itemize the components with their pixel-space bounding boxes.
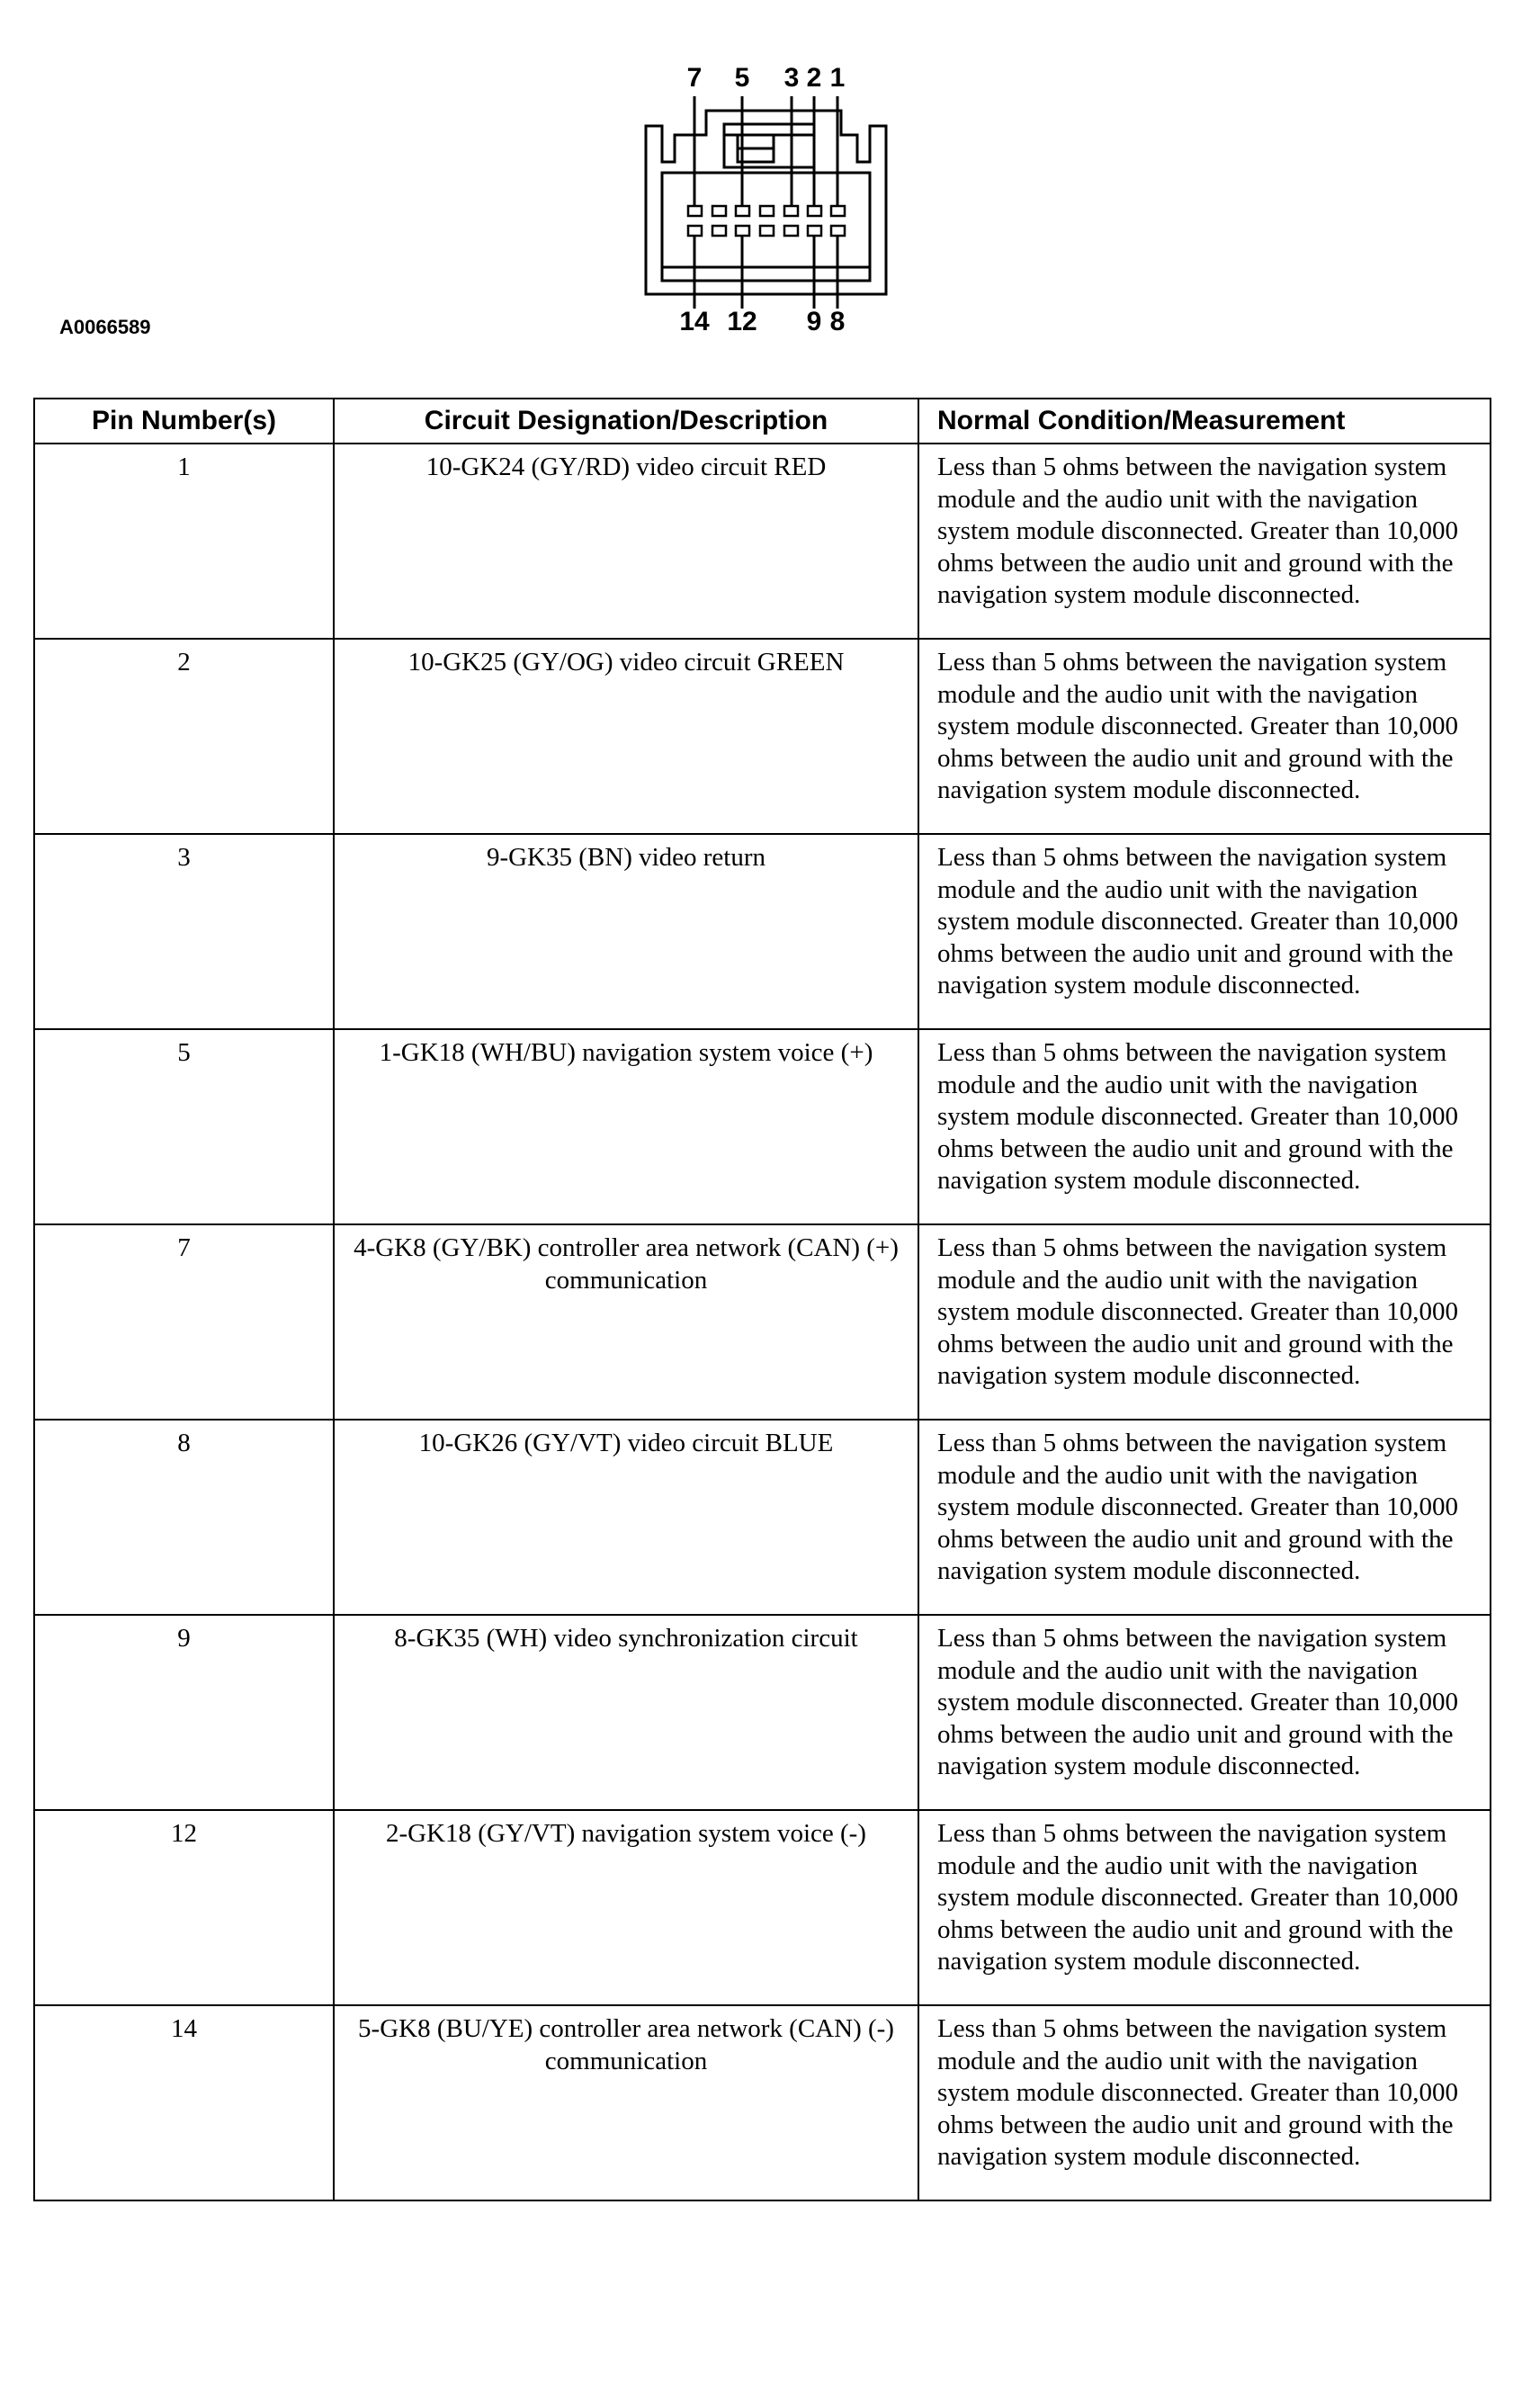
pin-label-3: 3	[783, 63, 800, 93]
condition-cell: Less than 5 ohms between the navigation system module and the audio unit with the navigation system module disconnected. Greater than 10,000 ohms between the audio unit and ground with the navigation system module disconnected.	[918, 1029, 1491, 1224]
pin-number-cell: 2	[34, 639, 334, 834]
table-row	[34, 1420, 1491, 1615]
pin-label-5: 5	[734, 63, 750, 93]
circuit-cell: 9-GK35 (BN) video return	[334, 834, 918, 1029]
circuit-cell: 10-GK25 (GY/OG) video circuit GREEN	[334, 639, 918, 834]
pin-label-1: 1	[829, 63, 846, 93]
header-condition: Normal Condition/Measurement	[918, 399, 1491, 444]
circuit-cell: 1-GK18 (WH/BU) navigation system voice (+)	[334, 1029, 918, 1224]
condition-cell: Less than 5 ohms between the navigation system module and the audio unit with the navigation system module disconnected. Greater than 10,000 ohms between the audio unit and ground with the navigation system module disconnected.	[918, 1420, 1491, 1615]
pin-label-8: 8	[829, 307, 846, 336]
connector-figure	[0, 0, 1540, 360]
table-row	[34, 1224, 1491, 1420]
table-row	[34, 2005, 1491, 2200]
pin-label-7: 7	[686, 63, 703, 93]
condition-cell: Less than 5 ohms between the navigation system module and the audio unit with the navigation system module disconnected. Greater than 10,000 ohms between the audio unit and ground with the navigation system module disconnected.	[918, 2005, 1491, 2200]
circuit-cell: 10-GK26 (GY/VT) video circuit BLUE	[334, 1420, 918, 1615]
pin-number-cell: 12	[34, 1810, 334, 2005]
condition-cell: Less than 5 ohms between the navigation system module and the audio unit with the navigation system module disconnected. Greater than 10,000 ohms between the audio unit and ground with the navigation system module disconnected.	[918, 1810, 1491, 2005]
circuit-cell: 5-GK8 (BU/YE) controller area network (CAN) (-) communication	[334, 2005, 918, 2200]
header-circuit: Circuit Designation/Description	[334, 399, 918, 444]
condition-cell: Less than 5 ohms between the navigation system module and the audio unit with the navigation system module disconnected. Greater than 10,000 ohms between the audio unit and ground with the navigation system module disconnected.	[918, 1224, 1491, 1420]
pin-number-cell: 7	[34, 1224, 334, 1420]
pin-number-cell: 1	[34, 444, 334, 639]
header-pin-number: Pin Number(s)	[34, 399, 334, 444]
condition-cell: Less than 5 ohms between the navigation system module and the audio unit with the navigation system module disconnected. Greater than 10,000 ohms between the audio unit and ground with the navigation system module disconnected.	[918, 834, 1491, 1029]
circuit-cell: 10-GK24 (GY/RD) video circuit RED	[334, 444, 918, 639]
table-row	[34, 639, 1491, 834]
table-header-row	[34, 399, 1491, 444]
figure-id: A0066589	[59, 316, 151, 338]
table-row	[34, 834, 1491, 1029]
pin-number-cell: 5	[34, 1029, 334, 1224]
table-row	[34, 444, 1491, 639]
table-row	[34, 1810, 1491, 2005]
circuit-cell: 8-GK35 (WH) video synchronization circuit	[334, 1615, 918, 1810]
condition-cell: Less than 5 ohms between the navigation system module and the audio unit with the navigation system module disconnected. Greater than 10,000 ohms between the audio unit and ground with the navigation system module disconnected.	[918, 639, 1491, 834]
table-row	[34, 1029, 1491, 1224]
condition-cell: Less than 5 ohms between the navigation system module and the audio unit with the navigation system module disconnected. Greater than 10,000 ohms between the audio unit and ground with the navigation system module disconnected.	[918, 1615, 1491, 1810]
circuit-cell: 2-GK18 (GY/VT) navigation system voice (-)	[334, 1810, 918, 2005]
pin-number-cell: 8	[34, 1420, 334, 1615]
circuit-cell: 4-GK8 (GY/BK) controller area network (CAN) (+) communication	[334, 1224, 918, 1420]
condition-cell: Less than 5 ohms between the navigation system module and the audio unit with the navigation system module disconnected. Greater than 10,000 ohms between the audio unit and ground with the navigation system module disconnected.	[918, 444, 1491, 639]
table-row	[34, 1615, 1491, 1810]
pin-label-2: 2	[806, 63, 822, 93]
pin-label-9: 9	[806, 307, 822, 336]
pin-label-12: 12	[727, 307, 757, 336]
pin-table	[33, 398, 1491, 2201]
pin-number-cell: 9	[34, 1615, 334, 1810]
pin-label-14: 14	[679, 307, 710, 336]
connector-diagram	[0, 0, 1540, 360]
pin-number-cell: 3	[34, 834, 334, 1029]
pin-number-cell: 14	[34, 2005, 334, 2200]
